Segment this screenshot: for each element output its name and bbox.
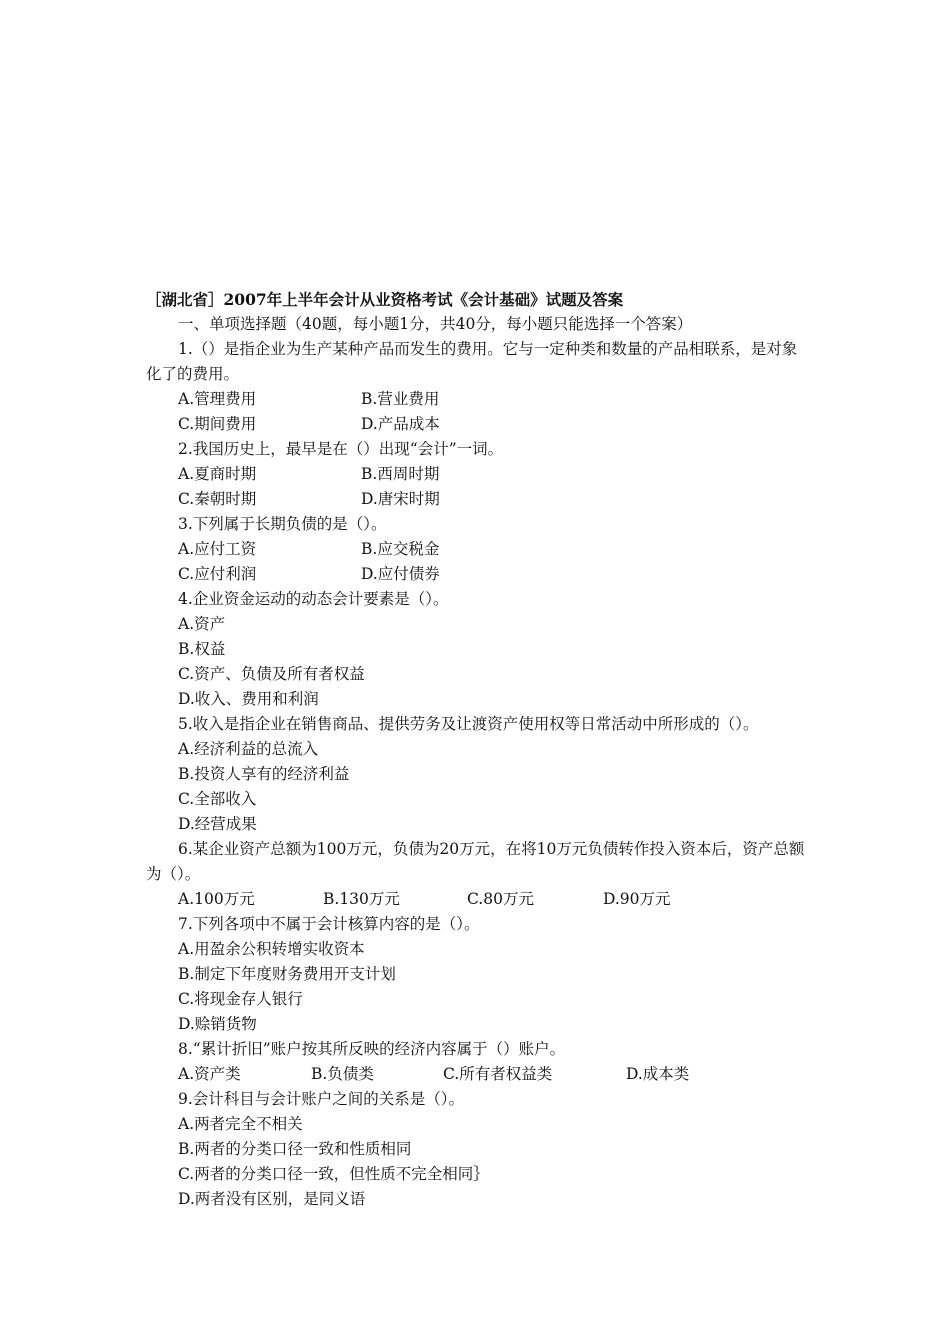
question-3-option-c: C.应付利润: [178, 565, 257, 583]
question-3-stem: 3.下列属于长期负债的是（）。: [178, 515, 387, 533]
question-4-option-b: B.权益: [178, 640, 226, 658]
question-2-option-a: A.夏商时期: [178, 465, 257, 483]
question-8-option-a: A.资产类: [178, 1065, 241, 1083]
question-4-stem: 4.企业资金运动的动态会计要素是（）。: [178, 590, 449, 608]
question-7-stem: 7.下列各项中不属于会计核算内容的是（）。: [178, 915, 480, 933]
section-heading: 一、单项选择题（40题，每小题1分，共40分，每小题只能选择一个答案）: [178, 315, 693, 333]
question-7-option-a: A.用盈余公积转增实收资本: [178, 940, 365, 958]
question-9-stem: 9.会计科目与会计账户之间的关系是（）。: [178, 1090, 465, 1108]
question-1-option-b: B.营业费用: [361, 390, 440, 408]
question-1-option-a: A.管理费用: [178, 390, 257, 408]
question-6-option-c: C.80万元: [467, 890, 534, 908]
question-9-option-c: C.两者的分类口径一致，但性质不完全相同｝: [178, 1165, 489, 1183]
question-5-stem: 5.收入是指企业在销售商品、提供劳务及让渡资产使用权等日常活动中所形成的（）。: [178, 715, 759, 733]
question-5-option-c: C.全部收入: [178, 790, 257, 808]
question-8-options-row: [146, 1062, 810, 1087]
question-2-stem: 2.我国历史上，最早是在（）出现“会计”一词。: [178, 440, 504, 458]
question-9-option-b: B.两者的分类口径一致和性质相同: [178, 1140, 412, 1158]
question-2-options-row-1: [146, 462, 810, 487]
question-5-option-a: A.经济利益的总流入: [178, 740, 319, 758]
question-3-option-d: D.应付债券: [361, 565, 440, 583]
question-1-option-d: D.产品成本: [361, 415, 440, 433]
question-1-options-row-2: [146, 412, 810, 437]
document-title: ［湖北省］2007年上半年会计从业资格考试《会计基础》试题及答案: [146, 290, 624, 309]
question-7-option-d: D.赊销货物: [178, 1015, 257, 1033]
question-5-option-b: B.投资人享有的经济利益: [178, 765, 350, 783]
question-6-options-row: [146, 887, 810, 912]
question-3-option-a: A.应付工资: [178, 540, 257, 558]
question-4-option-c: C.资产、负债及所有者权益: [178, 665, 365, 683]
question-6-option-b: B.130万元: [323, 890, 400, 908]
question-1-options-row-1: [146, 387, 810, 412]
question-5-option-d: D.经营成果: [178, 815, 257, 833]
question-1-stem: 1.（）是指企业为生产某种产品而发生的费用。它与一定种类和数量的产品相联系，是对象化了的费用。: [146, 340, 798, 383]
question-2-options-row-2: [146, 487, 810, 512]
question-3-option-b: B.应交税金: [361, 540, 440, 558]
question-6-stem: 6.某企业资产总额为100万元，负债为20万元，在将10万元负债转作投入资本后，资产总额为（）。: [146, 840, 805, 883]
question-8-option-c: C.所有者权益类: [443, 1065, 553, 1083]
question-6-option-d: D.90万元: [603, 890, 671, 908]
question-3-options-row-2: [146, 562, 810, 587]
question-9-option-a: A.两者完全不相关: [178, 1115, 303, 1133]
question-8-option-b: B.负债类: [311, 1065, 374, 1083]
question-9-option-d: D.两者没有区别，是同义语: [178, 1190, 366, 1208]
question-1-option-c: C.期间费用: [178, 415, 257, 433]
question-6-option-a: A.100万元: [178, 890, 255, 908]
question-4-option-a: A.资产: [178, 615, 226, 633]
question-2-option-b: B.西周时期: [361, 465, 440, 483]
question-2-option-c: C.秦朝时期: [178, 490, 257, 508]
document-content: [146, 287, 810, 1212]
question-8-stem: 8.“累计折旧”账户按其所反映的经济内容属于（）账户。: [178, 1040, 566, 1058]
question-2-option-d: D.唐宋时期: [361, 490, 440, 508]
question-8-option-d: D.成本类: [626, 1065, 690, 1083]
question-7-option-b: B.制定下年度财务费用开支计划: [178, 965, 396, 983]
question-4-option-d: D.收入、费用和利润: [178, 690, 319, 708]
question-3-options-row-1: [146, 537, 810, 562]
question-7-option-c: C.将现金存人银行: [178, 990, 303, 1008]
